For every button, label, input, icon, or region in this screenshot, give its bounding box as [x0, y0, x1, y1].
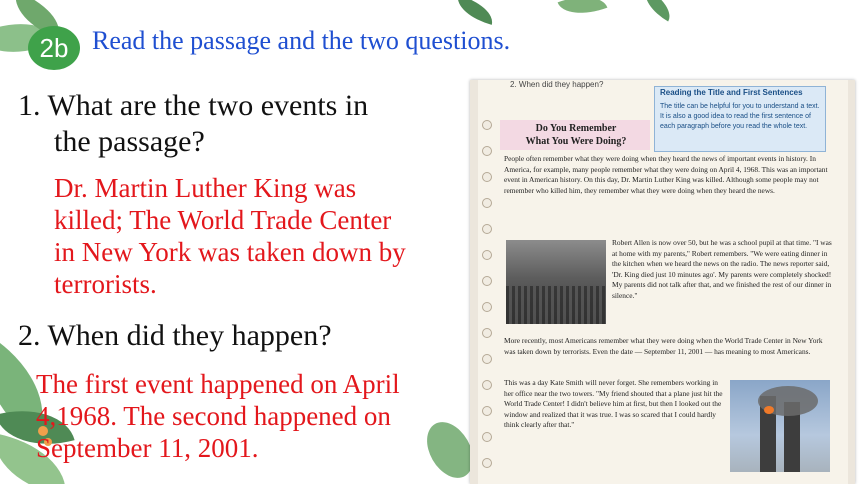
crowd-photo — [506, 240, 606, 324]
passage-paragraph-3: More recently, most Americans remember what they were doing when the World Trade Center in New York was taken down by terrorists. Even the date — September 11, 2001 — has meaning to most Americans. — [504, 336, 823, 356]
twin-towers-photo — [730, 380, 830, 472]
passage-paragraph-2: Robert Allen is now over 50, but he was a school pupil at that time. "I was at home with my parents," Robert remembers. "We were eating dinner in the kitchen when we heard the news on the radio. The news reporter said, 'Dr. King died just 10 minutes ago'. My parents were completely shocked! My parents did not talk after that, and we finished the rest of our dinner in silence." — [612, 238, 832, 300]
answer-1-line: terrorists. — [54, 269, 157, 299]
answer-1-line: in New York was taken down by — [54, 237, 406, 267]
answer-1-line: killed; The World Trade Center — [54, 205, 392, 235]
passage-title — [506, 122, 646, 148]
spiral-binding — [482, 120, 496, 480]
question-1 — [18, 88, 438, 160]
answer-2-line: 4,1968. The second happened on — [36, 401, 391, 431]
passage-paragraph-1: People often remember what they were doing when they heard the news of important events in history. In America, for example, many people remember what they were doing on April 4, 1968. This was an important event in American history. On this day, Dr. Martin Luther King was killed. Although some people may not remember who killed him, they remember what they were doing when they heard the news. — [504, 154, 828, 195]
passage-title-line: What You Were Doing? — [525, 136, 627, 147]
answer-2-line: The first event happened on April — [36, 369, 400, 399]
answer-1-line: Dr. Martin Luther King was — [54, 173, 357, 203]
question-2: 2. When did they happen? — [18, 319, 332, 352]
passage-paragraph-4: This was a day Kate Smith will never forget. She remembers working in her office near the two towers. "My friend shouted that a plane just hit the World Trade Center! I didn't believe him at first, but then I looked out the window and realized that it was true. I was so scared that I could hardly think clearly after that." — [504, 378, 723, 429]
question-1-line: 1. What are the two events in — [18, 89, 369, 122]
answer-2 — [36, 368, 476, 464]
reading-tip-body: The title can be helpful for you to understand a text. It is also a good idea to read the first sentence of each paragraph before you read the whole text. — [660, 103, 820, 130]
section-badge: 2b — [28, 26, 80, 70]
leaf-decoration — [638, 0, 677, 22]
page-top-line: 2. When did they happen? — [510, 80, 604, 89]
answer-1 — [54, 172, 464, 300]
passage-title-line: Do You Remember — [535, 123, 617, 134]
leaf-decoration — [558, 0, 608, 23]
textbook-page — [470, 80, 855, 484]
reading-tip-heading: Reading the Title and First Sentences — [660, 88, 803, 97]
leaf-decoration — [453, 0, 497, 25]
answer-2-line: September 11, 2001. — [36, 433, 259, 463]
question-1-line: the passage? — [54, 125, 205, 158]
instruction-text: Read the passage and the two questions. — [92, 26, 511, 55]
